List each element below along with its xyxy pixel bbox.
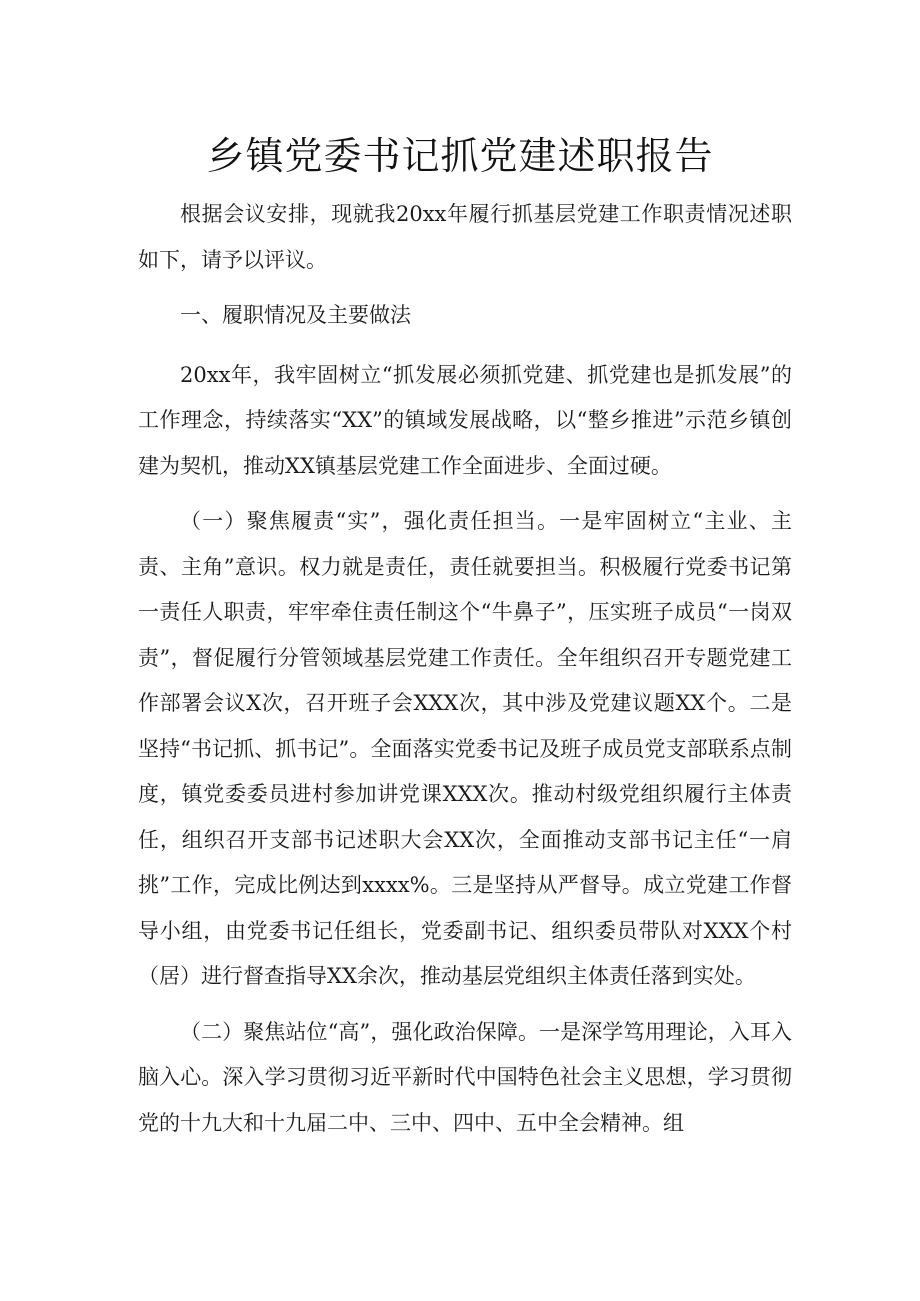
paragraph-political: （二）聚焦站位“高”，强化政治保障。一是深学笃用理论，入耳入脑入心。深入学习贯彻习近平新时代中国特色社会主义思想，学习贯彻党的十九大和十九届二中、三中、四中、五中全会精神。组 <box>138 1019 792 1135</box>
paragraph-overview: 20xx年，我牢固树立“抓发展必须抓党建、抓党建也是抓发展”的工作理念，持续落实“XX”的镇域发展战略，以“整乡推进”示范乡镇创建为契机，推动XX镇基层党建工作全面进步、全面过硬。 <box>138 362 792 478</box>
document-body <box>138 192 792 1156</box>
paragraph-intro: 根据会议安排，现就我20xx年履行抓基层党建工作职责情况述职如下，请予以评议。 <box>138 202 792 272</box>
section-heading: 一、履职情况及主要做法 <box>180 303 411 327</box>
paragraph-responsibility: （一）聚焦履责“实”，强化责任担当。一是牢固树立“主业、主责、主角”意识。权力就是责任，责任就要担当。积极履行党委书记第一责任人职责，牢牢牵住责任制这个“牛鼻子”，压实班子成员“一岗双责”，督促履行分管领域基层党建工作责任。全年组织召开专题党建工作部署会议X次，召开班子会XXX次，其中涉及党建议题XX个。二是坚持“书记抓、抓书记”。全面落实党委书记及班子成员党支部联系点制度，镇党委委员进村参加讲党课XXX次。推动村级党组织履行主体责任，组织召开支部书记述职大会XX次，全面推动支部书记主任“一肩挑”工作，完成比例达到xxxx%。三是坚持从严督导。成立党建工作督导小组，由党委书记任组长，党委副书记、组织委员带队对XXX个村（居）进行督查指导XX余次，推动基层党组织主体责任落到实处。 <box>138 509 792 988</box>
document-title: 乡镇党委书记抓党建述职报告 <box>206 134 714 178</box>
